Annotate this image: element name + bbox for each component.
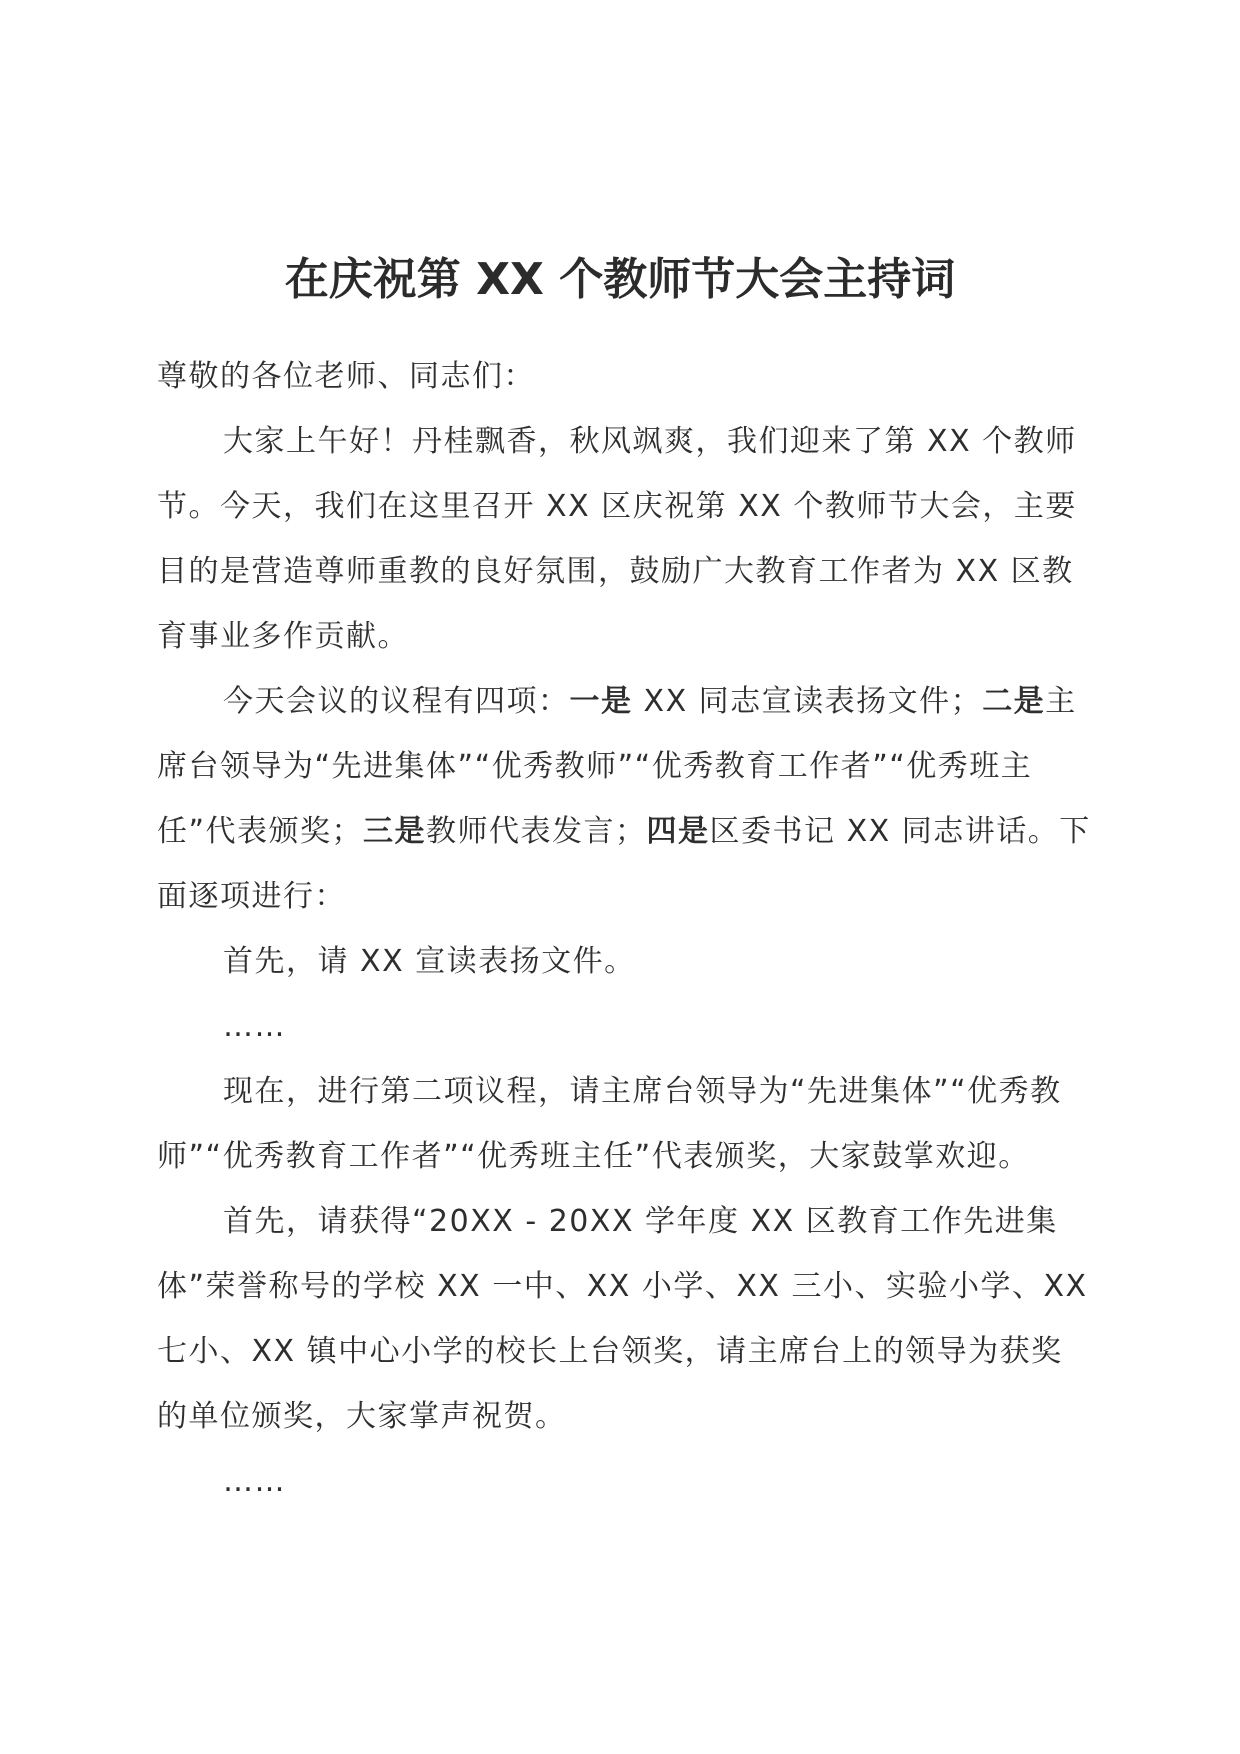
document-title: 在庆祝第 XX 个教师节大会主持词 xyxy=(284,254,956,305)
agenda-intro: 今天会议的议程有四项： xyxy=(223,684,570,719)
agenda-item2-text: 主席台领导为“先进集体”“优秀教师”“优秀教育工作者”“优秀班主任”代表颁奖； xyxy=(157,684,1077,849)
agenda-item1-text: XX 同志宣读表扬文件； xyxy=(632,684,983,719)
agenda-paragraph xyxy=(157,669,1092,929)
document-body xyxy=(157,344,1092,1514)
ellipsis-2: …… xyxy=(223,1464,286,1499)
ellipsis-1: …… xyxy=(223,1009,286,1044)
agenda-item3-label: 三是 xyxy=(363,814,427,849)
agenda-item4-label: 四是 xyxy=(646,814,710,849)
salutation: 尊敬的各位老师、同志们： xyxy=(157,359,535,394)
agenda-item1-label: 一是 xyxy=(569,684,633,719)
award-paragraph: 首先，请获得“20XX - 20XX 学年度 XX 区教育工作先进集体”荣誉称号的学校 XX 一中、XX 小学、XX 三小、实验小学、XX 七小、XX 镇中心小学的校长上台领奖，请主席台上的领导为获奖的单位颁奖，大家掌声祝贺。 xyxy=(157,1204,1088,1434)
agenda-item2-label: 二是 xyxy=(982,684,1046,719)
second-item-paragraph: 现在，进行第二项议程，请主席台领导为“先进集体”“优秀教师”“优秀教育工作者”“优秀班主任”代表颁奖，大家鼓掌欢迎。 xyxy=(157,1074,1062,1174)
agenda-item3-text: 教师代表发言； xyxy=(426,814,647,849)
greeting-paragraph: 大家上午好！丹桂飘香，秋风飒爽，我们迎来了第 XX 个教师节。今天，我们在这里召开 XX 区庆祝第 XX 个教师节大会，主要目的是营造尊师重教的良好氛围，鼓励广大教育工作者为 XX 区教育事业多作贡献。 xyxy=(157,424,1077,654)
first-item-paragraph: 首先，请 XX 宣读表扬文件。 xyxy=(223,944,636,979)
agenda-item4-text: 区委书记 XX 同志讲话。下面逐项进行： xyxy=(157,814,1091,914)
